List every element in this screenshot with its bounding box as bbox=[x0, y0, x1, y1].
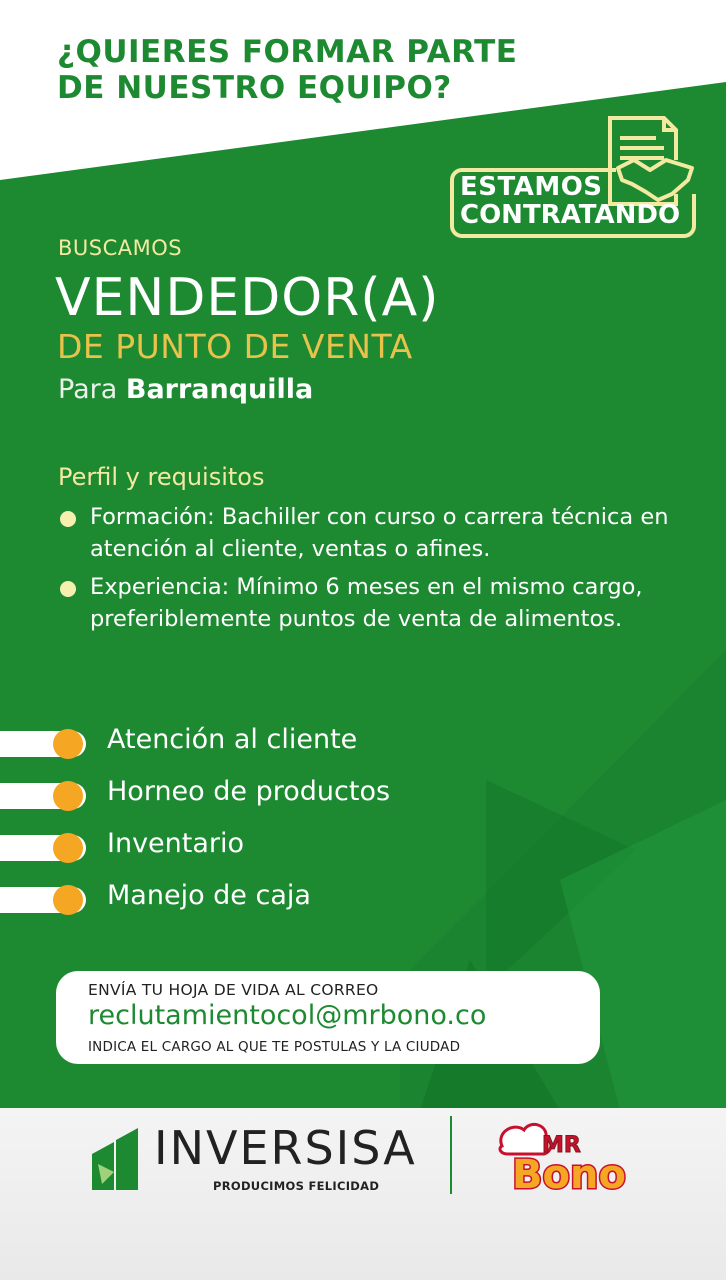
badge-line-2: CONTRATANDO bbox=[460, 200, 681, 230]
hiring-badge bbox=[450, 114, 700, 240]
requirement-text: Experiencia: Mínimo 6 meses en el mismo cargo, preferiblemente puntos de venta de alimentos. bbox=[90, 574, 643, 632]
headline-line-1: ¿QUIERES FORMAR PARTE bbox=[57, 34, 518, 70]
bullet-dot bbox=[60, 581, 76, 597]
headline-line-2: DE NUESTRO EQUIPO? bbox=[57, 70, 452, 106]
company-tagline: PRODUCIMOS FELICIDAD bbox=[213, 1179, 380, 1193]
task-item bbox=[0, 774, 460, 814]
task-item bbox=[0, 826, 460, 866]
contract-handshake-icon bbox=[606, 114, 698, 210]
svg-text:MR: MR bbox=[542, 1133, 581, 1158]
badge-line-1: ESTAMOS bbox=[460, 172, 603, 202]
task-dot bbox=[53, 885, 83, 915]
task-label: Horneo de productos bbox=[107, 776, 391, 807]
svg-text:Bono: Bono bbox=[512, 1152, 626, 1198]
city-name: Barranquilla bbox=[125, 374, 314, 405]
footer-divider bbox=[450, 1116, 452, 1194]
bullet-dot bbox=[60, 511, 76, 527]
city-prefix: Para bbox=[58, 374, 118, 405]
job-intro: BUSCAMOS bbox=[58, 236, 183, 260]
inversisa-logo-icon bbox=[92, 1128, 140, 1190]
task-item bbox=[0, 878, 460, 918]
task-dot bbox=[53, 729, 83, 759]
job-subtitle: DE PUNTO DE VENTA bbox=[57, 327, 413, 366]
job-title: VENDEDOR(A) bbox=[55, 268, 440, 328]
profile-title: Perfil y requisitos bbox=[58, 463, 265, 491]
task-dot bbox=[53, 781, 83, 811]
email-link[interactable]: reclutamientocol@mrbono.co bbox=[88, 1000, 487, 1031]
task-label: Inventario bbox=[107, 828, 245, 859]
task-dot bbox=[53, 833, 83, 863]
task-item bbox=[0, 722, 460, 762]
headline bbox=[57, 34, 517, 106]
requirement-text: Formación: Bachiller con curso o carrera técnica en atención al cliente, ventas o afines. bbox=[90, 504, 669, 562]
task-label: Manejo de caja bbox=[107, 880, 311, 911]
mr-bono-logo bbox=[494, 1118, 644, 1198]
cta-note: INDICA EL CARGO AL QUE TE POSTULAS Y LA CIUDAD bbox=[88, 1039, 461, 1055]
job-city bbox=[58, 374, 313, 405]
application-card bbox=[56, 971, 600, 1064]
company-name: INVERSISA bbox=[154, 1121, 417, 1175]
cta-instruction: ENVÍA TU HOJA DE VIDA AL CORREO bbox=[88, 981, 379, 999]
task-label: Atención al cliente bbox=[107, 724, 358, 755]
